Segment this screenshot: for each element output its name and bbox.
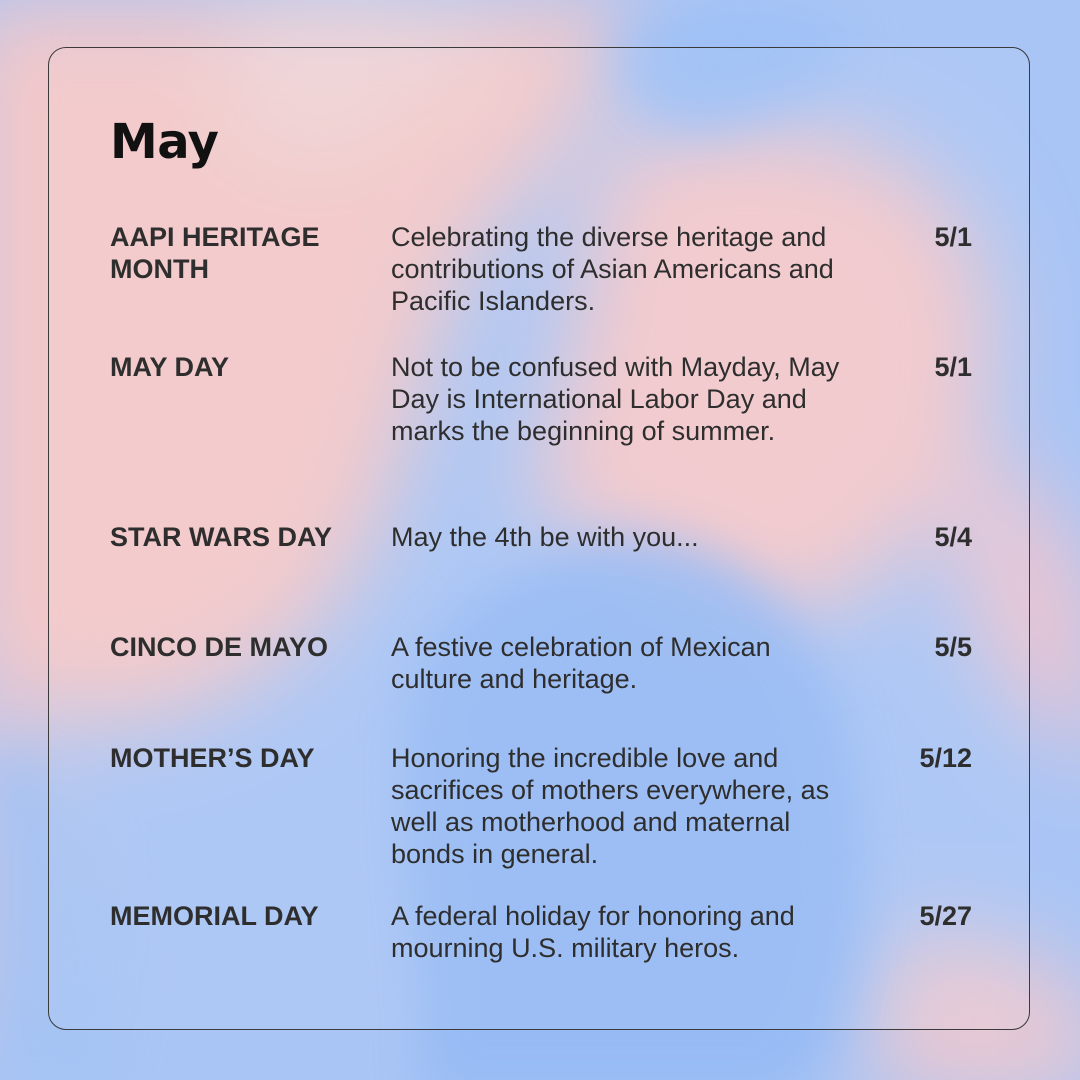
calendar-card [48,47,1030,1030]
event-date: 5/27 [919,901,972,931]
event-date: 5/5 [934,632,972,662]
event-description: A festive celebration of Mexican culture and heritage. [391,632,771,694]
event-description: May the 4th be with you... [391,522,699,552]
event-name: AAPI HERITAGE MONTH [110,222,320,284]
event-name: MEMORIAL DAY [110,901,319,931]
event-name: STAR WARS DAY [110,522,333,552]
event-name: CINCO DE MAYO [110,632,329,662]
event-date: 5/1 [934,222,972,252]
event-description: A federal holiday for honoring and mourning U.S. military heros. [391,901,795,963]
event-description: Honoring the incredible love and sacrifices of mothers everywhere, as well as motherhood and maternal bonds in general. [391,743,830,869]
event-name: MOTHER’S DAY [110,743,315,773]
event-date: 5/1 [934,352,972,382]
event-date: 5/12 [919,743,972,773]
event-date: 5/4 [934,522,972,552]
page-title: May [110,114,219,170]
event-description: Not to be confused with Mayday, May Day is International Labor Day and marks the beginning of summer. [391,352,840,446]
event-name: MAY DAY [110,352,230,382]
event-description: Celebrating the diverse heritage and contributions of Asian Americans and Pacific Islanders. [391,222,834,316]
